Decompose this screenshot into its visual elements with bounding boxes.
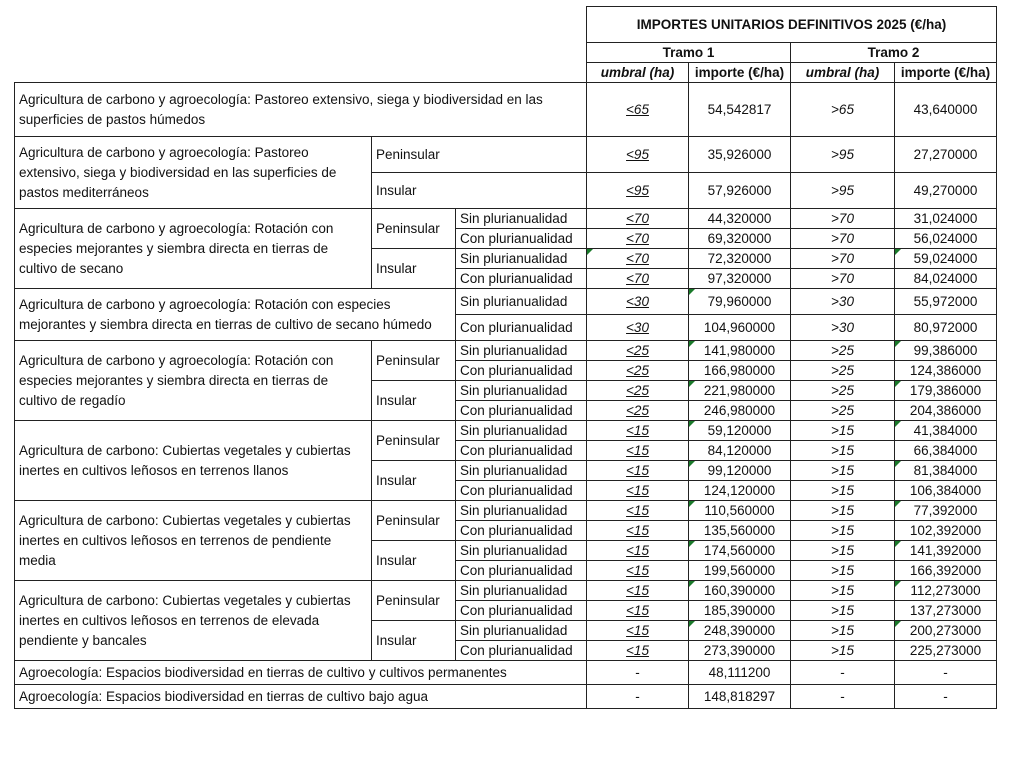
umbral-cell: <70 [587,209,689,229]
option-cell: Sin plurianualidad [456,341,587,361]
importe-cell: 41,384000 [895,421,997,441]
umbral-cell: - [791,685,895,709]
umbral-cell: >15 [791,421,895,441]
importe-cell: 112,273000 [895,581,997,601]
umbral-cell: <95 [587,137,689,173]
importe-cell: 273,390000 [689,641,791,661]
umbral-cell: <70 [587,249,689,269]
row-description: Agricultura de carbono y agroecología: Rotación con especies mejorantes y siembra directa en tierras de cultivo de regadío [15,341,372,421]
importe-cell: 56,024000 [895,229,997,249]
importe-cell: 185,390000 [689,601,791,621]
umbral-cell: >65 [791,83,895,137]
option-cell: Sin plurianualidad [456,421,587,441]
option-cell: Sin plurianualidad [456,541,587,561]
importe-cell: 84,024000 [895,269,997,289]
umbral-cell: <15 [587,481,689,501]
importe-cell: - [895,661,997,685]
umbral-cell: >95 [791,173,895,209]
importe-cell: 124,386000 [895,361,997,381]
region-cell: Peninsular [372,421,456,461]
importe-cell: 72,320000 [689,249,791,269]
umbral-cell: <25 [587,361,689,381]
importe-cell: 110,560000 [689,501,791,521]
row-description: Agricultura de carbono y agroecología: Pastoreo extensivo, siega y biodiversidad en las superficies de pastos húmedos [15,83,587,137]
importe-cell: 80,972000 [895,315,997,341]
importe-cell: 66,384000 [895,441,997,461]
umbral-cell: - [587,685,689,709]
umbral-cell: >15 [791,501,895,521]
region-cell: Insular [372,621,456,661]
option-cell: Con plurianualidad [456,361,587,381]
importe-cell: 141,980000 [689,341,791,361]
importe-cell: 221,980000 [689,381,791,401]
option-cell: Con plurianualidad [456,401,587,421]
importe-cell: - [895,685,997,709]
importe-cell: 148,818297 [689,685,791,709]
umbral-cell: <15 [587,561,689,581]
umbral-cell: >70 [791,269,895,289]
umbral-cell: >15 [791,461,895,481]
option-cell: Sin plurianualidad [456,501,587,521]
umbral-cell: <15 [587,521,689,541]
region-cell: Peninsular [372,209,456,249]
region-cell: Peninsular [372,581,456,621]
umbral-cell: >15 [791,521,895,541]
option-cell: Con plurianualidad [456,641,587,661]
importe-cell: 225,273000 [895,641,997,661]
option-cell: Sin plurianualidad [456,249,587,269]
importe-cell: 31,024000 [895,209,997,229]
umbral-cell: <15 [587,541,689,561]
importe-cell: 99,120000 [689,461,791,481]
umbral-cell: >15 [791,541,895,561]
importe-cell: 43,640000 [895,83,997,137]
header-spacer [15,63,587,83]
umbral-cell: >15 [791,601,895,621]
umbral-cell: >25 [791,381,895,401]
importe-cell: 104,960000 [689,315,791,341]
importe-cell: 199,560000 [689,561,791,581]
importe-cell: 97,320000 [689,269,791,289]
importe-cell: 106,384000 [895,481,997,501]
importe-cell: 166,392000 [895,561,997,581]
importe-cell: 174,560000 [689,541,791,561]
umbral-cell: >70 [791,209,895,229]
umbral-cell: >25 [791,341,895,361]
region-cell: Peninsular [372,137,587,173]
umbral-cell: >70 [791,229,895,249]
umbral-cell: <15 [587,601,689,621]
importe-cell: 35,926000 [689,137,791,173]
region-cell: Insular [372,541,456,581]
option-cell: Con plurianualidad [456,315,587,341]
umbral-cell: <70 [587,269,689,289]
umbral-cell: <95 [587,173,689,209]
importe-cell: 99,386000 [895,341,997,361]
importe-cell: 54,542817 [689,83,791,137]
region-cell: Insular [372,461,456,501]
importe-cell: 27,270000 [895,137,997,173]
umbral-cell: <15 [587,441,689,461]
option-cell: Con plurianualidad [456,601,587,621]
umbral-cell: >25 [791,401,895,421]
row-description: Agroecología: Espacios biodiversidad en tierras de cultivo bajo agua [15,685,587,709]
importe-cell: 160,390000 [689,581,791,601]
region-cell: Peninsular [372,341,456,381]
row-description: Agricultura de carbono y agroecología: Rotación con especies mejorantes y siembra directa en tierras de cultivo de secano [15,209,372,289]
umbral-cell: <70 [587,229,689,249]
option-cell: Con plurianualidad [456,521,587,541]
umbral-cell: >70 [791,249,895,269]
importe-header-2: importe (€/ha) [895,63,997,83]
row-description: Agricultura de carbono: Cubiertas vegetales y cubiertas inertes en cultivos leñosos en terrenos llanos [15,421,372,501]
importe-cell: 137,273000 [895,601,997,621]
importe-cell: 246,980000 [689,401,791,421]
option-cell: Con plurianualidad [456,229,587,249]
umbral-cell: - [587,661,689,685]
importe-cell: 48,111200 [689,661,791,685]
importe-cell: 84,120000 [689,441,791,461]
umbral-cell: <15 [587,501,689,521]
importe-cell: 69,320000 [689,229,791,249]
option-cell: Con plurianualidad [456,269,587,289]
umbral-cell: <25 [587,401,689,421]
option-cell: Sin plurianualidad [456,461,587,481]
importe-cell: 81,384000 [895,461,997,481]
importe-cell: 77,392000 [895,501,997,521]
row-description: Agricultura de carbono y agroecología: Pastoreo extensivo, siega y biodiversidad en las superficies de pastos mediterráneos [15,137,372,209]
option-cell: Con plurianualidad [456,481,587,501]
row-description: Agricultura de carbono: Cubiertas vegetales y cubiertas inertes en cultivos leñosos en terrenos de pendiente media [15,501,372,581]
umbral-cell: <15 [587,621,689,641]
importe-cell: 59,120000 [689,421,791,441]
umbral-cell: <25 [587,381,689,401]
umbral-cell: - [791,661,895,685]
importe-cell: 141,392000 [895,541,997,561]
umbral-cell: >25 [791,361,895,381]
umbral-cell: <65 [587,83,689,137]
option-cell: Con plurianualidad [456,441,587,461]
umbral-cell: <25 [587,341,689,361]
umbral-cell: >15 [791,641,895,661]
region-cell: Peninsular [372,501,456,541]
option-cell: Sin plurianualidad [456,209,587,229]
importe-cell: 55,972000 [895,289,997,315]
importe-cell: 44,320000 [689,209,791,229]
row-description: Agricultura de carbono: Cubiertas vegetales y cubiertas inertes en cultivos leñosos en terrenos de elevada pendiente y bancales [15,581,372,661]
importe-cell: 79,960000 [689,289,791,315]
importe-header-1: importe (€/ha) [689,63,791,83]
importe-cell: 102,392000 [895,521,997,541]
umbral-cell: <30 [587,315,689,341]
umbral-cell: >15 [791,621,895,641]
region-cell: Insular [372,249,456,289]
importes-table [14,6,997,709]
importe-cell: 204,386000 [895,401,997,421]
importe-cell: 248,390000 [689,621,791,641]
umbral-cell: >15 [791,581,895,601]
umbral-header-2: umbral (ha) [791,63,895,83]
option-cell: Sin plurianualidad [456,581,587,601]
importe-cell: 124,120000 [689,481,791,501]
header-spacer [15,7,587,43]
umbral-header-1: umbral (ha) [587,63,689,83]
importe-cell: 57,926000 [689,173,791,209]
header-spacer [15,43,587,63]
umbral-cell: <15 [587,641,689,661]
umbral-cell: >15 [791,441,895,461]
umbral-cell: >30 [791,315,895,341]
importe-cell: 59,024000 [895,249,997,269]
region-cell: Insular [372,381,456,421]
tramo2-header: Tramo 2 [791,43,997,63]
option-cell: Sin plurianualidad [456,381,587,401]
umbral-cell: >95 [791,137,895,173]
umbral-cell: >30 [791,289,895,315]
umbral-cell: <15 [587,421,689,441]
option-cell: Con plurianualidad [456,561,587,581]
umbral-cell: >15 [791,561,895,581]
importe-cell: 135,560000 [689,521,791,541]
option-cell: Sin plurianualidad [456,621,587,641]
row-description: Agroecología: Espacios biodiversidad en tierras de cultivo y cultivos permanentes [15,661,587,685]
importe-cell: 200,273000 [895,621,997,641]
umbral-cell: <30 [587,289,689,315]
importe-cell: 49,270000 [895,173,997,209]
importe-cell: 179,386000 [895,381,997,401]
umbral-cell: >15 [791,481,895,501]
tramo1-header: Tramo 1 [587,43,791,63]
option-cell: Sin plurianualidad [456,289,587,315]
umbral-cell: <15 [587,581,689,601]
umbral-cell: <15 [587,461,689,481]
importe-cell: 166,980000 [689,361,791,381]
region-cell: Insular [372,173,587,209]
table-title: IMPORTES UNITARIOS DEFINITIVOS 2025 (€/ha) [587,7,997,43]
row-description: Agricultura de carbono y agroecología: Rotación con especies mejorantes y siembra directa en tierras de cultivo de secano húmedo [15,289,456,341]
